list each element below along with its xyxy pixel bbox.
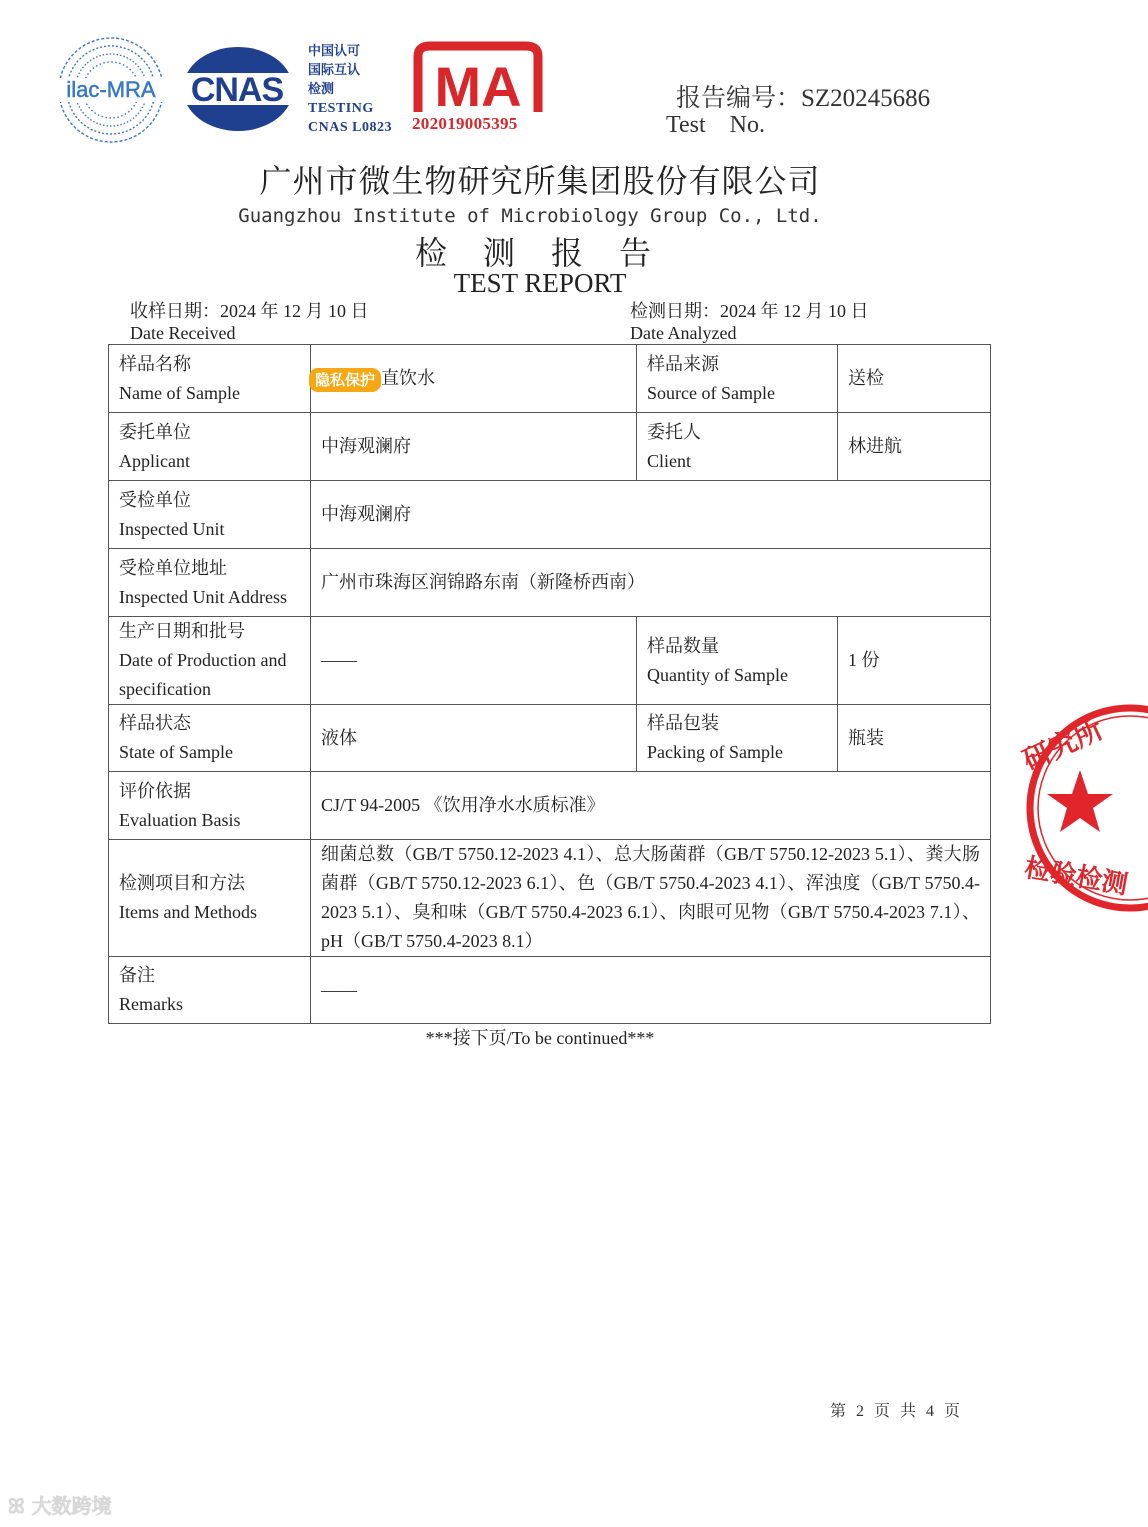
watermark-logo-icon: ꕤ	[8, 1494, 25, 1518]
continued-note: ***接下页/To be continued***	[425, 1028, 655, 1048]
svg-text:ilac-MRA: ilac-MRA	[66, 77, 156, 102]
page-number: 第 2 页 共 4 页	[830, 1403, 964, 1420]
report-title-cn: 检 测 报 告	[414, 235, 665, 271]
table-row	[109, 957, 991, 1024]
production-value: ——	[311, 617, 637, 705]
cnas-logo	[178, 45, 296, 133]
cma-number: 202019005395	[412, 114, 518, 133]
state-label: 样品状态 State of Sample	[109, 705, 311, 772]
items-label: 检测项目和方法 Items and Methods	[109, 840, 311, 957]
svg-text:MA: MA	[434, 55, 522, 118]
privacy-tag: 隐私保护	[309, 368, 381, 392]
sample-name-value: 隐私保护 直饮水	[311, 345, 637, 413]
state-value: 液体	[311, 705, 637, 772]
table-row	[109, 705, 991, 772]
remarks-value: ——	[311, 957, 991, 1024]
client-label: 委托人 Client	[637, 413, 838, 481]
table-row	[109, 345, 991, 413]
inspected-unit-label: 受检单位 Inspected Unit	[109, 481, 311, 549]
cma-logo	[412, 42, 544, 116]
inspected-address-value: 广州市珠海区润锦路东南（新隆桥西南）	[311, 549, 991, 617]
applicant-label: 委托单位 Applicant	[109, 413, 311, 481]
watermark: ꕤ 大数跨境	[8, 1494, 112, 1518]
packing-value: 瓶装	[838, 705, 991, 772]
date-received-cn: 收样日期：2024 年 12 月 10 日	[130, 301, 369, 321]
sample-source-value: 送检	[838, 345, 991, 413]
table-row	[109, 617, 991, 705]
quantity-value: 1 份	[838, 617, 991, 705]
date-analyzed-cn: 检测日期：2024 年 12 月 10 日	[630, 301, 869, 321]
svg-text:研究所: 研究所	[1017, 712, 1109, 778]
production-label: 生产日期和批号 Date of Production and specification	[109, 617, 311, 705]
date-analyzed-en: Date Analyzed	[630, 323, 737, 343]
evaluation-label: 评价依据 Evaluation Basis	[109, 772, 311, 840]
inspected-address-label: 受检单位地址 Inspected Unit Address	[109, 549, 311, 617]
sample-info-table	[108, 344, 991, 1024]
quantity-label: 样品数量 Quantity of Sample	[637, 617, 838, 705]
packing-label: 样品包装 Packing of Sample	[637, 705, 838, 772]
ilac-mra-logo	[55, 34, 167, 146]
items-value: 细菌总数（GB/T 5750.12-2023 4.1）、总大肠菌群（GB/T 5750.12-2023 5.1）、粪大肠菌群（GB/T 5750.12-2023 6.1）、色（GB/T 5750.4-2023 4.1）、浑浊度（GB/T 5750.4-2023 5.1）、臭和味（GB/T 5750.4-2023 6.1）、肉眼可见物（GB/T 5750.4-2023 7.1）、pH（GB/T 5750.4-2023 8.1）	[311, 840, 991, 957]
evaluation-value: CJ/T 94-2005 《饮用净水水质标准》	[311, 772, 991, 840]
report-number: 报告编号：SZ20245686	[676, 85, 931, 112]
table-row	[109, 840, 991, 957]
company-name-cn: 广州市微生物研究所集团股份有限公司	[259, 162, 821, 200]
date-received-en: Date Received	[130, 323, 236, 343]
date-received	[130, 300, 369, 344]
table-row	[109, 772, 991, 840]
table-row	[109, 549, 991, 617]
applicant-value: 中海观澜府	[311, 413, 637, 481]
sample-source-label: 样品来源 Source of Sample	[637, 345, 838, 413]
client-value: 林进航	[838, 413, 991, 481]
report-title-en: TEST REPORT	[453, 268, 627, 298]
svg-text:检验检测: 检验检测	[1022, 853, 1130, 901]
remarks-label: 备注 Remarks	[109, 957, 311, 1024]
cnas-badge-text: 中国认可 国际互认 检测 TESTING CNAS L0823	[308, 44, 392, 135]
company-name-en: Guangzhou Institute of Microbiology Group Co., Ltd.	[238, 205, 822, 227]
official-seal	[1018, 700, 1148, 920]
svg-text:CNAS: CNAS	[190, 71, 284, 109]
table-row	[109, 413, 991, 481]
table-row	[109, 481, 991, 549]
test-number-label: Test No.	[666, 112, 765, 138]
date-analyzed	[630, 300, 869, 344]
inspected-unit-value: 中海观澜府	[311, 481, 991, 549]
sample-name-label: 样品名称 Name of Sample	[109, 345, 311, 413]
